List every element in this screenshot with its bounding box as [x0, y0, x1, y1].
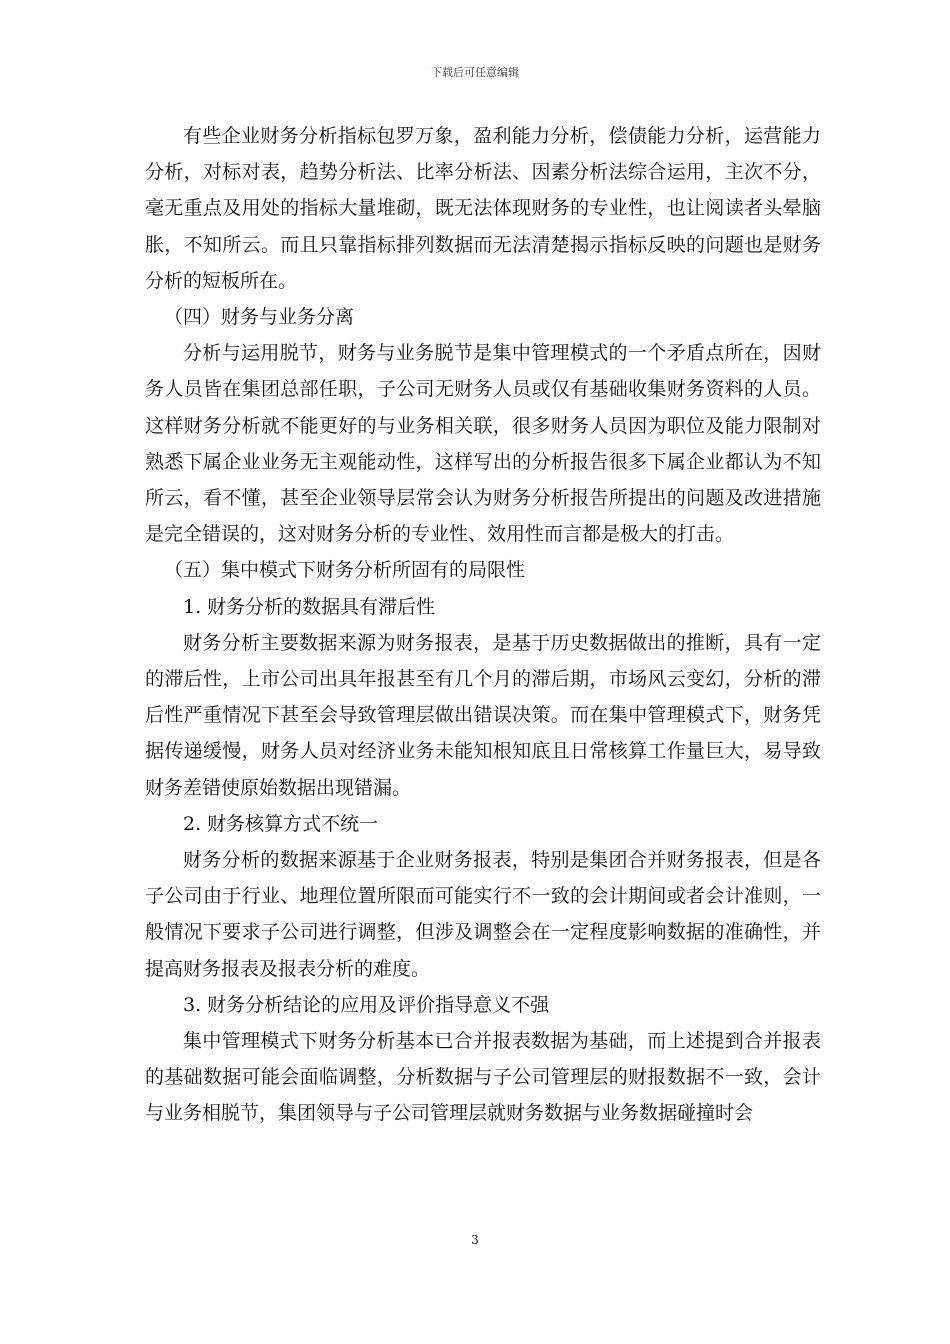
- paragraph-accounting-inconsistency: 财务分析的数据来源基于企业财务报表，特别是集团合并财务报表，但是各子公司由于行业、地理位置所限而可能实行不一致的会计期间或者会计准则，一般情况下要求子公司进行调整，但涉及调整会在一定程度影响数据的准确性，并提高财务报表及报表分析的难度。: [145, 849, 821, 980]
- paragraph-conclusion-application: 集中管理模式下财务分析基本已合并报表数据为基础，而上述提到合并报表的基础数据可能会面临调整，分析数据与子公司管理层的财报数据不一致，会计与业务相脱节，集团领导与子公司管理层就财务数据与业务数据碰撞时会: [145, 1030, 821, 1125]
- section-heading-4: （四）财务与业务分离: [164, 306, 355, 329]
- page-number: 3: [471, 1233, 479, 1247]
- section-heading-5: （五）集中模式下财务分析所固有的局限性: [164, 559, 526, 582]
- paragraph-indicator-overload: 有些企业财务分析指标包罗万象，盈利能力分析，偿债能力分析，运营能力分析，对标对表，趋势分析法、比率分析法、因素分析法综合运用，主次不分，毫无重点及用处的指标大量堆砌，既无法体现财务的专业性，也让阅读者头晕脑胀，不知所云。而且只靠指标排列数据而无法清楚揭示指标反映的问题也是财务分析的短板所在。: [145, 125, 821, 292]
- page-header: 下载后可任意编辑: [431, 66, 519, 79]
- subheading-2: 2. 财务核算方式不统一: [183, 812, 379, 835]
- subheading-3: 3. 财务分析结论的应用及评价指导意义不强: [183, 993, 550, 1016]
- paragraph-finance-business-separation: 分析与运用脱节，财务与业务脱节是集中管理模式的一个矛盾点所在，因财务人员皆在集团总部任职，子公司无财务人员或仅有基础收集财务资料的人员。这样财务分析就不能更好的与业务相关联，很多财务人员因为职位及能力限制对熟悉下属企业业务无主观能动性，这样写出的分析报告很多下属企业都认为不知所云，看不懂，甚至企业领导层常会认为财务分析报告所提出的问题及改进措施是完全错误的，这对财务分析的专业性、效用性而言都是极大的打击。: [145, 342, 821, 546]
- paragraph-data-lag: 财务分析主要数据来源为财务报表，是基于历史数据做出的推断，具有一定的滞后性，上市公司出具年报甚至有几个月的滞后期，市场风云变幻，分析的滞后性严重情况下甚至会导致管理层做出错误决策。而在集中管理模式下，财务凭据传递缓慢，财务人员对经济业务未能知根知底且日常核算工作量巨大，易导致财务差错使原始数据出现错漏。: [145, 631, 821, 799]
- subheading-1: 1. 财务分析的数据具有滞后性: [183, 595, 436, 618]
- document-body: [145, 118, 821, 1132]
